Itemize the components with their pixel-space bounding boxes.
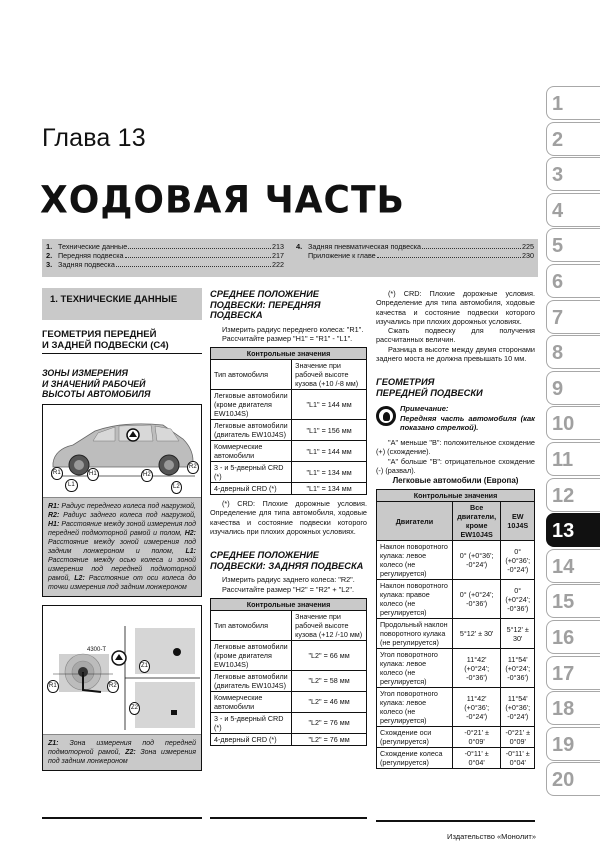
toc-leader bbox=[377, 257, 521, 258]
table-cell: "L2" = 76 мм bbox=[292, 712, 367, 733]
chapter-tab-1[interactable]: 1 bbox=[546, 86, 600, 120]
paragraph: Измерить радиус заднего колеса: "R2". bbox=[222, 575, 355, 585]
table-row bbox=[211, 691, 367, 712]
table-header-row bbox=[377, 502, 535, 541]
paragraph: Измерить радиус переднего колеса: "R1". bbox=[222, 324, 364, 334]
figure-caption bbox=[43, 497, 201, 596]
table-cell: -0°11' ± 0°04' bbox=[501, 748, 535, 769]
column-header: EW 10J4S bbox=[501, 502, 535, 541]
caption-text: Радиус переднего колеса под нагрузкой, bbox=[59, 502, 196, 510]
table-cell: "L2" = 46 мм bbox=[292, 691, 367, 712]
toc-leader bbox=[422, 248, 521, 249]
table-cell: Схождение колеса (регулируется) bbox=[377, 748, 453, 769]
label-h2: H2 bbox=[141, 469, 153, 482]
chapter-tab-20[interactable]: 20 bbox=[546, 762, 600, 796]
table-row bbox=[377, 619, 535, 649]
column-1 bbox=[42, 288, 202, 771]
toc-item[interactable] bbox=[296, 242, 534, 251]
label-l2: L2 bbox=[171, 481, 182, 494]
front-control-values-table bbox=[210, 347, 367, 495]
table-cell: Легковые автомобили (кроме двигателя EW10J4S) bbox=[211, 390, 292, 420]
toc-item[interactable] bbox=[46, 242, 284, 251]
front-geometry-heading bbox=[376, 377, 535, 398]
table-row bbox=[211, 640, 367, 670]
chapter-tab-4[interactable]: 4 bbox=[546, 193, 600, 227]
label-z1: Z1 bbox=[139, 660, 150, 673]
figure-caption bbox=[43, 734, 201, 770]
table-row bbox=[211, 420, 367, 441]
chapter-tab-7[interactable]: 7 bbox=[546, 300, 600, 334]
caption-text: Радиус заднего колеса под нагрузкой, bbox=[59, 511, 196, 519]
table-cell: 5°12' ± 30' bbox=[452, 619, 501, 649]
note-title: Примечание: bbox=[400, 404, 449, 414]
front-geometry-table bbox=[376, 489, 535, 769]
chapter-tab-11[interactable]: 11 bbox=[546, 442, 600, 476]
chapter-tab-14[interactable]: 14 bbox=[546, 549, 600, 583]
toc-title: Задняя пневматическая подвеска bbox=[308, 242, 422, 251]
table-cell: Наклон поворотного кулака: правое колесо (не регулируется) bbox=[377, 580, 453, 619]
paragraph: "A" меньше "B": положительное схождение (+) (схождение). bbox=[376, 437, 535, 457]
table-cell: Схождение оси (регулируется) bbox=[377, 727, 453, 748]
table-caption: Контрольные значения bbox=[377, 490, 535, 502]
figure-measurement-zones bbox=[42, 605, 202, 771]
toc-num: 4. bbox=[296, 242, 303, 251]
caption-text: Зона измерения под передней подмоторной рамой, bbox=[48, 739, 196, 756]
heading-line: ПОДВЕСКИ: ЗАДНЯЯ ПОДВЕСКА bbox=[210, 560, 364, 571]
table-row bbox=[377, 580, 535, 619]
front-suspension-heading bbox=[210, 289, 367, 321]
table-cell: 11°54' (+0°36'; -0°24') bbox=[501, 688, 535, 727]
toc-page: 225 bbox=[522, 242, 534, 251]
caption-key: H1: bbox=[48, 520, 60, 528]
table-cell: "L1" = 144 мм bbox=[292, 441, 367, 462]
table-header-row bbox=[211, 610, 367, 640]
zones-title-line: И ЗНАЧЕНИЙ РАБОЧЕЙ bbox=[42, 378, 146, 389]
column-header: Тип автомобиля bbox=[211, 360, 292, 390]
column-rule bbox=[210, 817, 367, 819]
table-row bbox=[211, 733, 367, 745]
chapter-tab-18[interactable]: 18 bbox=[546, 691, 600, 725]
caption-key: R1: bbox=[48, 502, 60, 510]
lightbulb-icon bbox=[376, 406, 396, 426]
label-r2: R2 bbox=[187, 461, 199, 474]
table-cell: 0° (+0°36'; -0°24') bbox=[501, 541, 535, 580]
table-cell: "L1" = 134 мм bbox=[292, 462, 367, 483]
caption-text: Расстояние между зоной измерения под передней подмоторной рамой и полом, bbox=[48, 520, 196, 537]
caption-key: L2: bbox=[74, 574, 85, 582]
toc-left-column bbox=[46, 242, 284, 274]
table-row bbox=[377, 541, 535, 580]
crd-note: (*) CRD: Плохие дорожные условия. Определение для типа автомобиля, ходовые качества и состояние подвески которого изучались при плохих дорожных условиях. bbox=[376, 289, 535, 326]
paragraph: Рассчитайте размер "H1" = "R1" - "L1". bbox=[222, 333, 353, 343]
table-cell: "L2" = 58 мм bbox=[292, 670, 367, 691]
rear-control-values-table bbox=[210, 598, 367, 746]
toc-page: 217 bbox=[272, 251, 284, 260]
table-cell: "L2" = 66 мм bbox=[292, 640, 367, 670]
caption-key: Z1: bbox=[48, 739, 59, 747]
table-row bbox=[377, 748, 535, 769]
geometry-title-line: И ЗАДНЕЙ ПОДВЕСКИ (C4) bbox=[42, 339, 169, 351]
geometry-title-line: ГЕОМЕТРИЯ ПЕРЕДНЕЙ bbox=[42, 329, 157, 340]
label-r1: R1 bbox=[47, 680, 59, 693]
caption-key: R2: bbox=[48, 511, 60, 519]
toc-leader bbox=[116, 266, 271, 267]
table-cell: 0° (+0°36'; -0°24') bbox=[452, 541, 501, 580]
chapter-tab-9[interactable]: 9 bbox=[546, 371, 600, 405]
column-header: Тип автомобиля bbox=[211, 610, 292, 640]
table-cell: 0° (+0°24'; -0°36') bbox=[501, 580, 535, 619]
column-header: Двигатели bbox=[377, 502, 453, 541]
heading-line: ГЕОМЕТРИЯ bbox=[376, 377, 435, 388]
zones-title-line: ВЫСОТЫ АВТОМОБИЛЯ bbox=[42, 389, 151, 399]
table-cell: "L2" = 76 мм bbox=[292, 733, 367, 745]
label-z2: Z2 bbox=[129, 702, 140, 715]
chapter-tab-3[interactable]: 3 bbox=[546, 157, 600, 191]
table-cell: "L1" = 144 мм bbox=[292, 390, 367, 420]
column-header: Значение при рабочей высоте кузова (+12 /-10 мм) bbox=[292, 610, 367, 640]
paragraph: Разница в высоте между двумя сторонами заднего моста не должна превышать 10 мм. bbox=[376, 344, 535, 364]
caption-text: Расстояние между осью колеса и зоной измерения под передней подмоторной рамой, bbox=[48, 556, 196, 582]
chapter-tab-8[interactable]: 8 bbox=[546, 335, 600, 369]
table-cell: "L1" = 156 мм bbox=[292, 420, 367, 441]
table-of-contents bbox=[42, 239, 538, 277]
heading-line: ПЕРЕДНЕЙ ПОДВЕСКИ bbox=[376, 387, 483, 398]
table-cell: 4-дверный CRD (*) bbox=[211, 483, 292, 495]
table-cell: Легковые автомобили (кроме двигателя EW10J4S) bbox=[211, 640, 292, 670]
table-cell: Наклон поворотного кулака: левое колесо (не регулируется) bbox=[377, 541, 453, 580]
toc-item[interactable] bbox=[296, 251, 534, 260]
column-header: Все двигатели, кроме EW10J4S bbox=[452, 502, 501, 541]
label-r2: R2 bbox=[107, 680, 119, 693]
heading-line: СРЕДНЕЕ ПОЛОЖЕНИЕ bbox=[210, 550, 320, 561]
toc-leader bbox=[125, 257, 272, 258]
toc-page: 213 bbox=[272, 242, 284, 251]
toc-leader bbox=[128, 248, 271, 249]
table-cell: Легковые автомобили (двигатель EW10J4S) bbox=[211, 420, 292, 441]
toc-page: 222 bbox=[272, 260, 284, 269]
toc-page: 230 bbox=[522, 251, 534, 260]
paragraph: "A" больше "B": отрицательное схождение (-) (развал). bbox=[376, 456, 535, 475]
paragraph: Сжать подвеску для получения рассчитанных величин. bbox=[376, 326, 535, 345]
caption-key: H2: bbox=[184, 529, 196, 537]
toc-title: Приложение к главе bbox=[308, 251, 376, 260]
toc-item[interactable] bbox=[46, 260, 284, 269]
chapter-tab-19[interactable]: 19 bbox=[546, 727, 600, 761]
publisher-footer: Издательство «Монолит» bbox=[447, 832, 536, 841]
chapter-tab-10[interactable]: 10 bbox=[546, 406, 600, 440]
toc-right-column bbox=[296, 242, 534, 274]
caption-text: Расстояние от оси колеса до точки измерения под задним лонжероном bbox=[48, 574, 196, 591]
note-body: Передняя часть автомобиля (как показано стрелкой). bbox=[400, 413, 535, 432]
label-tool-4300t: 4300-T bbox=[87, 646, 107, 653]
table-row bbox=[211, 712, 367, 733]
table-cell: -0°21' ± 0°09' bbox=[452, 727, 501, 748]
toc-title: Технические данные bbox=[58, 242, 128, 251]
table-cell: 5°12' ± 30' bbox=[501, 619, 535, 649]
note-text bbox=[400, 404, 535, 432]
toc-num: 2. bbox=[46, 251, 53, 260]
chapter-tab-13[interactable]: 13 bbox=[546, 513, 600, 547]
caption-text: Расстояние между зоной измерения под задним лонжероном и полом, bbox=[48, 538, 196, 555]
table-cell: Коммерческие автомобили bbox=[211, 441, 292, 462]
chapter-tab-15[interactable]: 15 bbox=[546, 584, 600, 618]
table-caption: Контрольные значения bbox=[211, 598, 367, 610]
caption-key: L1: bbox=[185, 547, 196, 555]
heading-line: ПОДВЕСКИ: ПЕРЕДНЯЯ bbox=[210, 299, 321, 310]
chapter-label: Глава 13 bbox=[42, 124, 146, 152]
chapter-tab-17[interactable]: 17 bbox=[546, 656, 600, 690]
toc-title: Передняя подвеска bbox=[58, 251, 124, 260]
heading-line: ПОДВЕСКА bbox=[210, 310, 263, 320]
crd-note: (*) CRD: Плохие дорожные условия. Определение для типа автомобиля, ходовые качества и состояние подвески которого изучались при плохих дорожных условиях. bbox=[210, 499, 367, 536]
table-row bbox=[377, 727, 535, 748]
table-row bbox=[211, 441, 367, 462]
table-cell: 4-дверный CRD (*) bbox=[211, 733, 292, 745]
chapter-tab-16[interactable]: 16 bbox=[546, 620, 600, 654]
note-block bbox=[376, 404, 535, 432]
heading-line: СРЕДНЕЕ ПОЛОЖЕНИЕ bbox=[210, 289, 320, 299]
table-cell: Коммерческие автомобили bbox=[211, 691, 292, 712]
table-cell: 3 - и 5-дверный CRD (*) bbox=[211, 462, 292, 483]
table-row bbox=[377, 688, 535, 727]
table-cell: 0° (+0°24'; -0°36') bbox=[452, 580, 501, 619]
table-cell: 11°54' (+0°24'; -0°36') bbox=[501, 649, 535, 688]
caption-text: Зона измерения под задним лонжероном bbox=[48, 748, 196, 765]
chapter-tab-6[interactable]: 6 bbox=[546, 264, 600, 298]
car-diagram bbox=[43, 405, 201, 497]
table-cell: "L1" = 134 мм bbox=[292, 483, 367, 495]
toc-item[interactable] bbox=[46, 251, 284, 260]
table-cell: 11°42' (+0°36'; -0°24') bbox=[452, 688, 501, 727]
chapter-title: ХОДОВАЯ ЧАСТЬ bbox=[40, 178, 405, 223]
zones-diagram bbox=[43, 606, 201, 734]
rear-suspension-heading bbox=[210, 550, 367, 571]
toc-title: Задняя подвеска bbox=[58, 260, 115, 269]
table-cell: 3 - и 5-дверный CRD (*) bbox=[211, 712, 292, 733]
zones-title bbox=[42, 368, 202, 400]
table-cell: Продольный наклон поворотного кулака (не регулируется) bbox=[377, 619, 453, 649]
table-row bbox=[211, 670, 367, 691]
label-h1: H1 bbox=[87, 468, 99, 481]
table-row bbox=[211, 390, 367, 420]
table-cell: -0°21' ± 0°09' bbox=[501, 727, 535, 748]
column-3 bbox=[376, 289, 535, 769]
paragraph: Рассчитайте размер "H2" = "R2" + "L2". bbox=[222, 584, 355, 594]
column-rule bbox=[42, 817, 202, 819]
table-cell: Угол поворотного кулака: левое колесо (не регулируется) bbox=[377, 688, 453, 727]
chapter-tab-2[interactable]: 2 bbox=[546, 122, 600, 156]
table-row bbox=[377, 649, 535, 688]
figure-car-measurement bbox=[42, 404, 202, 597]
table-cell: -0°11' ± 0°04' bbox=[452, 748, 501, 769]
chapter-tab-5[interactable]: 5 bbox=[546, 228, 600, 262]
toc-num: 3. bbox=[46, 260, 53, 269]
table-header-row bbox=[211, 360, 367, 390]
toc-num: 1. bbox=[46, 242, 53, 251]
table-row bbox=[211, 462, 367, 483]
cars-europe-label: Легковые автомобили (Европа) bbox=[392, 476, 519, 486]
table-cell: Легковые автомобили (двигатель EW10J4S) bbox=[211, 670, 292, 691]
table-cell: 11°42' (+0°24'; -0°36') bbox=[452, 649, 501, 688]
label-l1: L1 bbox=[65, 479, 78, 492]
geometry-title bbox=[42, 330, 202, 354]
table-caption: Контрольные значения bbox=[211, 348, 367, 360]
suspension-zones-icon bbox=[43, 606, 200, 734]
column-2 bbox=[210, 289, 367, 746]
table-cell: Угол поворотного кулака: левое колесо (не регулируется) bbox=[377, 649, 453, 688]
label-r1: R1 bbox=[51, 467, 63, 480]
chapter-tab-12[interactable]: 12 bbox=[546, 478, 600, 512]
column-rule bbox=[376, 820, 535, 822]
column-header: Значение при рабочей высоте кузова (+10 /-8 мм) bbox=[292, 360, 367, 390]
table-row bbox=[211, 483, 367, 495]
zones-title-line: ЗОНЫ ИЗМЕРЕНИЯ bbox=[42, 368, 128, 378]
caption-key: Z2: bbox=[125, 748, 136, 756]
section-heading: 1. ТЕХНИЧЕСКИЕ ДАННЫЕ bbox=[42, 288, 202, 320]
